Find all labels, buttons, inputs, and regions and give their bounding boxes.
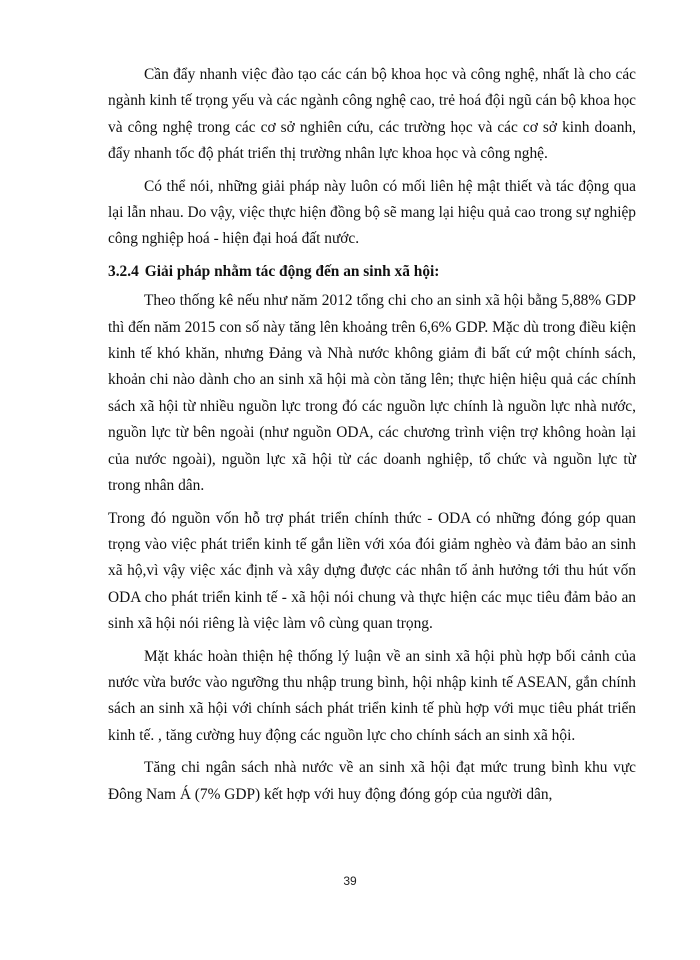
paragraph-training: Cần đẩy nhanh việc đào tạo các cán bộ khoa học và công nghệ, nhất là cho các ngành kinh tế trọng yếu và các ngành công nghệ cao, trẻ hoá đội ngũ cán bộ khoa học và công nghệ trong các cơ sở nghiên cứu, các trường học và các cơ sở kinh doanh, đẩy nhanh tốc độ phát triển thị trường nhân lực khoa học và công nghệ.: [108, 66, 636, 163]
section-heading: [108, 259, 636, 285]
section-title: Giải pháp nhằm tác động đến an sinh xã hội:: [144, 262, 440, 280]
paragraph-oda: Trong đó nguồn vốn hỗ trợ phát triển chính thức - ODA có những đóng góp quan trọng vào việc phát triển kinh tế gắn liền với xóa đói giảm nghèo và đảm bảo an sinh xã hộ,vì vậy việc xác định và xây dựng được các nhân tố ảnh hưởng tới thu hút vốn ODA cho phát triển kinh tế - xã hội nói chung và thực hiện các mục tiêu đảm bảo an sinh xã hội nói riêng là việc làm vô cùng quan trọng.: [108, 509, 636, 633]
page-number: 39: [343, 874, 357, 888]
document-page: [108, 62, 636, 814]
paragraph-budget: Tăng chi ngân sách nhà nước về an sinh xã hội đạt mức trung bình khu vực Đông Nam Á (7% GDP) kết hợp với huy động đóng góp của người dân,: [108, 759, 636, 803]
paragraph-statistics: Theo thống kê nếu như năm 2012 tổng chi cho an sinh xã hội bằng 5,88% GDP thì đến năm 2015 con số này tăng lên khoảng trên 6,6% GDP. Mặc dù trong điều kiện kinh tế khó khăn, nhưng Đảng và Nhà nước không giảm đi bất cứ một chính sách, khoản chi nào dành cho an sinh xã hội mà còn tăng lên; thực hiện hiệu quả các chính sách xã hội từ nhiều nguồn lực trong đó các nguồn lực chính là nguồn lực nhà nước, nguồn lực từ bên ngoài (như nguồn ODA, các chương trình viện trợ không hoàn lại của nước ngoài), nguồn lực xã hội từ các doanh nghiệp, tổ chức và nguồn lực từ trong nhân dân.: [108, 292, 636, 495]
section-number: 3.2.4: [108, 262, 139, 280]
paragraph-theory: Mặt khác hoàn thiện hệ thống lý luận về an sinh xã hội phù hợp bối cảnh của nước vừa bước vào ngưỡng thu nhập trung bình, hội nhập kinh tế ASEAN, gắn chính sách an sinh xã hội với chính sách phát triển kinh tế phù hợp với mục tiêu phát triển kinh tế. , tăng cường huy động các nguồn lực cho chính sách an sinh xã hội.: [108, 647, 636, 744]
paragraph-relations: Có thể nói, những giải pháp này luôn có mối liên hệ mật thiết và tác động qua lại lẫn nhau. Do vậy, việc thực hiện đồng bộ sẽ mang lại hiệu quả cao trong sự nghiệp công nghiệp hoá - hiện đại hoá đất nước.: [108, 177, 636, 248]
